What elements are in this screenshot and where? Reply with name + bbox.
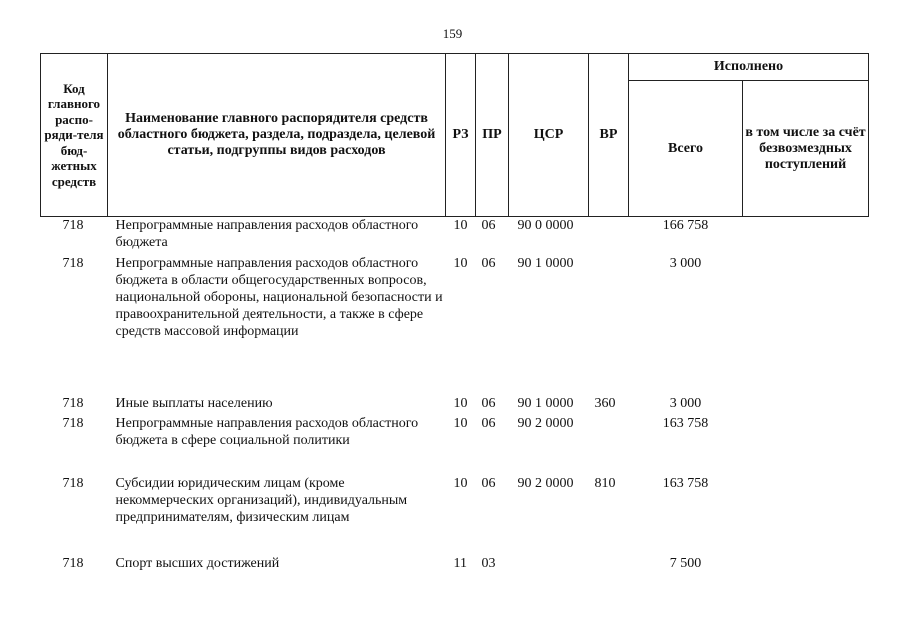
row-csr: 90 1 0000 bbox=[517, 255, 574, 271]
header-code: Код главного распо-ряди-теля бюд-жетных средств bbox=[41, 54, 108, 217]
row-pr: 03 bbox=[481, 555, 496, 571]
row-name: Иные выплаты населению bbox=[115, 395, 273, 411]
row-pr: 06 bbox=[481, 255, 496, 271]
row-vr bbox=[589, 217, 629, 255]
row-free bbox=[743, 415, 869, 475]
row-free bbox=[743, 255, 869, 395]
table-header bbox=[41, 54, 869, 217]
row-csr: 90 2 0000 bbox=[517, 415, 574, 431]
row-total: 3 000 bbox=[669, 255, 702, 271]
table-row bbox=[41, 255, 869, 395]
row-vr bbox=[589, 555, 629, 575]
row-total: 163 758 bbox=[662, 475, 709, 491]
row-code: 718 bbox=[62, 415, 84, 431]
header-total: Всего bbox=[629, 81, 743, 217]
header-pr: ПР bbox=[476, 54, 509, 217]
header-csr: ЦСР bbox=[509, 54, 589, 217]
row-rz: 10 bbox=[453, 255, 468, 271]
row-code: 718 bbox=[62, 395, 84, 411]
table-row bbox=[41, 415, 869, 475]
row-free bbox=[743, 395, 869, 415]
row-name: Субсидии юридическим лицам (кроме некоммерческих организаций), индивидуальным предпринимателям, физическим лицам bbox=[115, 475, 408, 525]
header-rz: РЗ bbox=[446, 54, 476, 217]
row-vr bbox=[589, 255, 629, 395]
row-name: Непрограммные направления расходов областного бюджета в области общегосударственных вопросов, национальной обороны, национальной безопасности и правоохранительной деятельности, а также в сфере средств массовой информации bbox=[115, 255, 443, 339]
row-code: 718 bbox=[62, 255, 84, 271]
row-rz: 10 bbox=[453, 395, 468, 411]
row-rz: 10 bbox=[453, 218, 468, 233]
table-row bbox=[41, 395, 869, 415]
row-code: 718 bbox=[62, 555, 84, 571]
row-free bbox=[743, 555, 869, 575]
row-pr: 06 bbox=[481, 415, 496, 431]
row-code: 718 bbox=[62, 475, 84, 491]
row-free bbox=[743, 475, 869, 555]
header-vr: ВР bbox=[589, 54, 629, 217]
row-rz: 10 bbox=[453, 415, 468, 431]
row-rz: 10 bbox=[453, 475, 468, 491]
row-name: Непрограммные направления расходов областного бюджета bbox=[115, 218, 419, 250]
row-vr: 360 bbox=[594, 395, 616, 411]
expenditure-table bbox=[40, 53, 869, 575]
row-vr bbox=[589, 415, 629, 475]
row-code: 718 bbox=[62, 218, 84, 233]
row-total: 7 500 bbox=[669, 555, 702, 571]
row-name: Непрограммные направления расходов областного бюджета в сфере социальной политики bbox=[115, 415, 419, 448]
table-row bbox=[41, 217, 869, 255]
row-total: 3 000 bbox=[669, 395, 702, 411]
row-csr: 90 0 0000 bbox=[517, 218, 574, 233]
table-row bbox=[41, 555, 869, 575]
header-executed: Исполнено bbox=[629, 54, 869, 81]
row-csr bbox=[509, 555, 589, 575]
row-total: 163 758 bbox=[662, 415, 709, 431]
row-total: 166 758 bbox=[662, 218, 709, 233]
row-pr: 06 bbox=[481, 395, 496, 411]
page-number: 159 bbox=[442, 26, 463, 41]
row-vr: 810 bbox=[594, 475, 616, 491]
row-free bbox=[743, 217, 869, 255]
table-row bbox=[41, 475, 869, 555]
row-name: Спорт высших достижений bbox=[115, 555, 280, 571]
row-csr: 90 1 0000 bbox=[517, 395, 574, 411]
header-name: Наименование главного распорядителя средств областного бюджета, раздела, подраздела, целевой статьи, подгруппы видов расходов bbox=[108, 54, 446, 217]
row-pr: 06 bbox=[481, 475, 496, 491]
row-csr: 90 2 0000 bbox=[517, 475, 574, 491]
header-including: в том числе за счёт безвозмездных поступлений bbox=[743, 81, 869, 217]
row-rz: 11 bbox=[453, 555, 467, 571]
row-pr: 06 bbox=[481, 218, 496, 233]
